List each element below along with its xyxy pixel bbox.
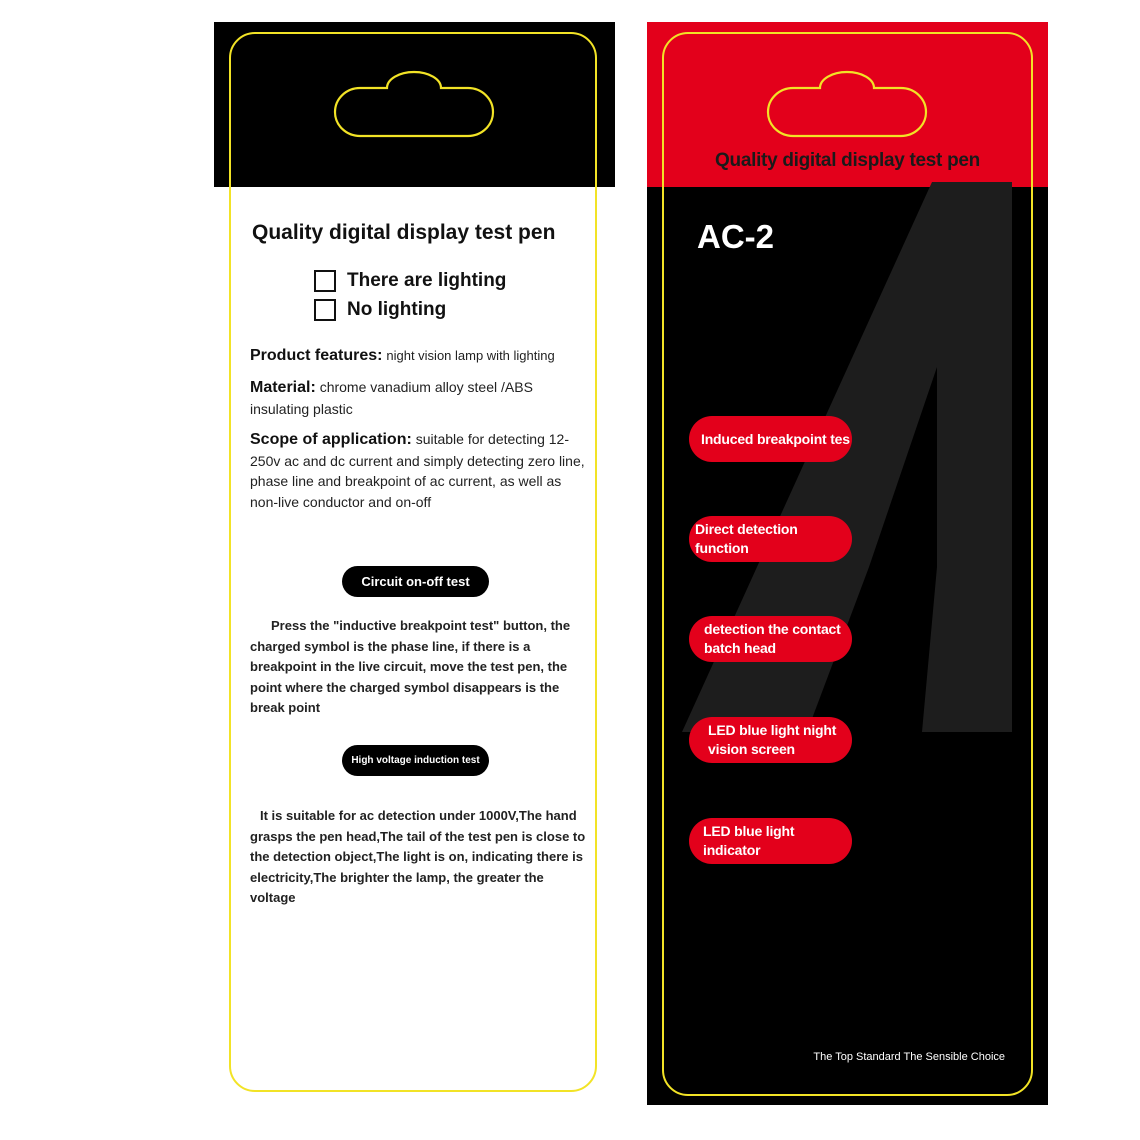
right-die-cut-frame bbox=[662, 32, 1033, 1096]
feature-value: night vision lamp with lighting bbox=[386, 348, 555, 363]
section-badge-high-voltage: High voltage induction test bbox=[342, 745, 489, 776]
feature-label: Material: bbox=[250, 379, 316, 396]
right-title: Quality digital display test pen bbox=[715, 150, 980, 171]
feature-pill-direct-detection: Direct detection function bbox=[689, 516, 852, 562]
feature-pill-night-vision-screen: LED blue light night vision screen bbox=[689, 717, 852, 763]
feature-pill-blue-indicator: LED blue light indicator bbox=[689, 818, 852, 864]
section-text-high-voltage: It is suitable for ac detection under 1000V,The hand grasps the pen head,The tail of the test pen is close to the detection object,The light is on, indicating there is electricity,The brighter the lamp, the greater the voltage bbox=[250, 808, 586, 905]
model-number: AC-2 bbox=[697, 218, 775, 255]
feature-label: Scope of application: bbox=[250, 431, 412, 448]
section-badge-circuit-test: Circuit on-off test bbox=[342, 566, 489, 597]
tagline: The Top Standard The Sensible Choice bbox=[813, 1051, 1005, 1063]
feature-pill-contact-batch-head: detection the contact batch head bbox=[689, 616, 852, 662]
feature-value: suitable for detecting 12-250v ac and dc current and simply detecting zero line, phase line and breakpoint of ac current, as well as non-live conductor and on-off bbox=[250, 431, 585, 510]
feature-value: chrome vanadium alloy steel /ABS insulating plastic bbox=[250, 379, 533, 417]
checkbox-label: There are lighting bbox=[347, 270, 507, 291]
section-text-circuit-test: Press the "inductive breakpoint test" button, the charged symbol is the phase line, if there is a breakpoint in the live circuit, move the test pen, the point where the charged symbol disappears is the break point bbox=[250, 618, 571, 715]
feature-pill-induced-breakpoint: Induced breakpoint tes bbox=[689, 416, 852, 462]
left-title: Quality digital display test pen bbox=[252, 221, 556, 244]
feature-label: Product features: bbox=[250, 347, 383, 364]
checkbox-label: No lighting bbox=[347, 299, 447, 320]
